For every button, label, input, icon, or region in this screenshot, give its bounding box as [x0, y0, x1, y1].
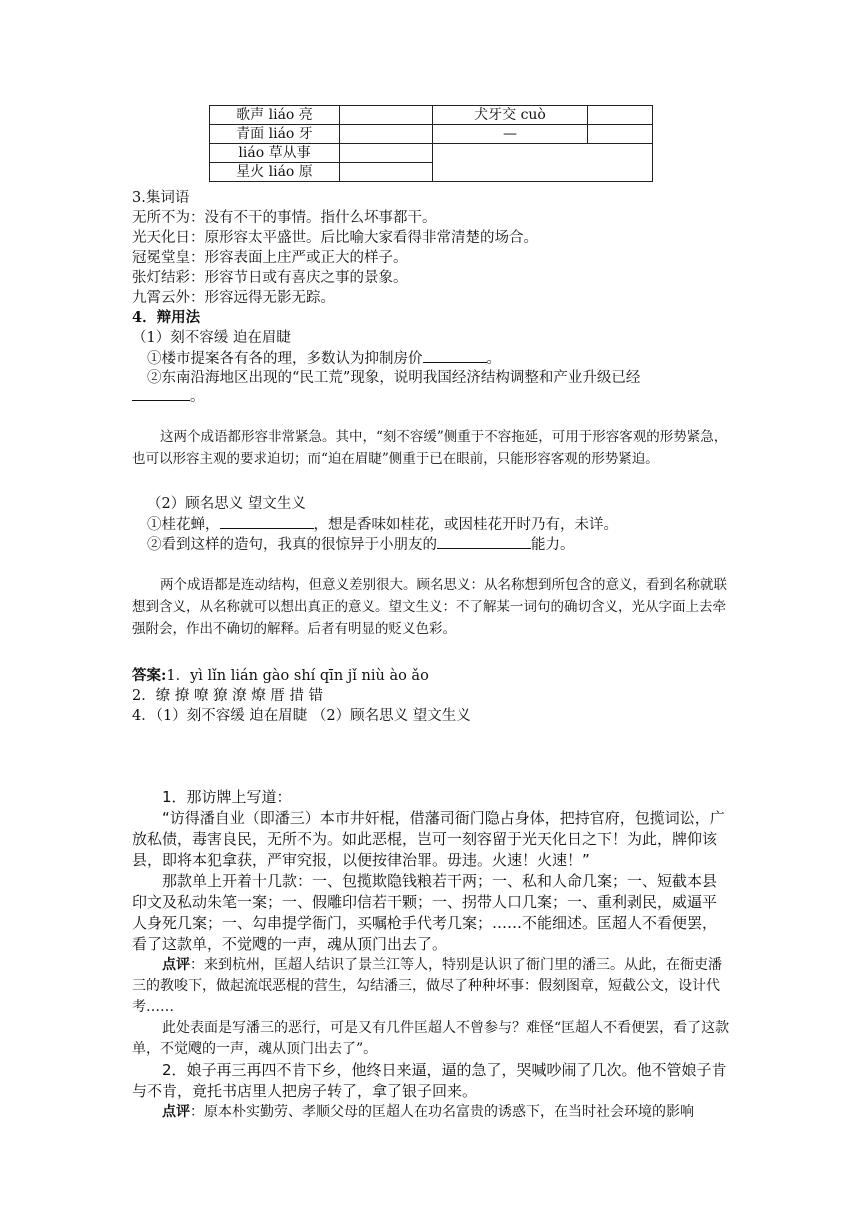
comment-label: 点评: [162, 1104, 190, 1120]
answer-blank: [437, 534, 531, 549]
table-cell-blank: [340, 106, 433, 125]
answer-line-2: 2．缭 撩 嘹 獠 潦 燎 厝 措 错: [132, 688, 324, 704]
question-text: 。: [190, 389, 205, 405]
passage-2-text: 2．娘子再三再四不肯下乡，他终日来逼，逼的急了，哭喊吵闹了几次。他不管娘子肯与不肯，竟托书店里人把房子转了，拿了银子回来。: [132, 1061, 727, 1100]
comment-text: ：原本朴实勤劳、孝顺父母的匡超人在功名富贵的诱惑下，在当时社会环境的影响: [190, 1104, 694, 1120]
table-cell: liáo 草从事: [210, 144, 340, 163]
idiom-item: 无所不为：没有不干的事情。指什么坏事都干。: [132, 210, 437, 226]
question-text: 。: [486, 351, 501, 367]
passage-1-list: 那款单上开着十几款：一、包揽欺隐钱粮若干两；一、私和人命几案；一、短截本县印文及私动朱笔一案；一、假雕印信若干颗；一、拐带人口几案；一、重利剥民，威逼平人身死几案；一、勾串提学衙门，买嘱枪手代考几案；……不能细述。匡超人不看便罢，看了这款单，不觉飕的一声，魂从顶门出去了。: [132, 872, 718, 953]
idiom-item: 冠冕堂皇：形容表面上庄严或正大的样子。: [132, 250, 408, 266]
question-text: 能力。: [531, 537, 575, 553]
answer-blank: [132, 386, 190, 401]
table-cell-merged: [433, 144, 653, 182]
group-2-explanation: 两个成语都是连动结构，但意义差别很大。顾名思义：从名称想到所包含的意义，看到名称就联想到含义，从名称就可以想出真正的意义。望文生义：不了解某一词句的确切含义，光从字面上去牵强附会，作出不确切的解释。后者有明显的贬义色彩。: [132, 577, 727, 637]
answer-blank: [423, 348, 487, 363]
group-1-question-1: [147, 348, 501, 369]
table-cell-blank: [588, 125, 653, 144]
table-row: [210, 125, 653, 144]
group-1-explanation: 这两个成语都形容非常紧急。其中，“刻不容缓”侧重于不容拖延，可用于形容客观的形势紧急，也可以形容主观的要求迫切；而“迫在眉睫”侧重于已在眼前，只能形容客观的形势紧迫。: [132, 429, 728, 467]
group-1-question-2: ②东南沿海地区出现的“民工荒”现象，说明我国经济结构调整和产业升级已经: [147, 370, 641, 386]
question-text: ②看到这样的造句，我真的很惊异于小朋友的: [147, 537, 437, 553]
table-cell: 歌声 liáo 亮: [210, 106, 340, 125]
table-cell-blank: [340, 125, 433, 144]
table-cell: 犬牙交 cuò: [433, 106, 588, 125]
passage-1-comment: [132, 955, 730, 1018]
question-text: ，想是香味如桂花，或因桂花开时乃有，未详。: [313, 517, 618, 533]
answer-text: 1．yì lǐn lián gào shí qīn jǐ niù ào ǎo: [166, 668, 429, 684]
idiom-item: 张灯结彩：形容节日或有喜庆之事的景象。: [132, 270, 408, 286]
comment-text: ：来到杭州，匡超人结识了景兰江等人，特别是认识了衙门里的潘三。从此，在衙吏潘三的教唆下，做起流氓恶棍的营生，勾结潘三，做尽了种种坏事：假刻图章，短截公文，设计代考……: [132, 957, 722, 1015]
group-2-question-1: [147, 514, 618, 535]
group-1-question-2-tail: [132, 386, 205, 407]
answer-label: 答案:: [132, 667, 167, 684]
table-cell: 青面 liáo 牙: [210, 125, 340, 144]
group-2-label: （2）顾名思义 望文生义: [147, 496, 306, 512]
table-cell: —: [433, 125, 588, 144]
analysis-section: [132, 787, 730, 1123]
section-3-heading: 3.集词语: [132, 190, 190, 206]
answer-line-3: 4．（1）刻不容缓 迫在眉睫 （2）顾名思义 望文生义: [132, 708, 471, 724]
passage-2-comment: [132, 1102, 730, 1123]
group-2-question-2: [147, 534, 575, 555]
passage-1-comment-2: 此处表面是写潘三的恶行，可是又有几件匡超人不曾参与？难怪“匡超人不看便罢，看了这款单，不觉飕的一声，魂从顶门出去了”。: [132, 1020, 730, 1057]
table-cell-blank: [340, 163, 433, 182]
group-1-label: （1）刻不容缓 迫在眉睫: [132, 330, 291, 346]
table-cell: 星火 liáo 原: [210, 163, 340, 182]
answer-line-1: [132, 666, 429, 686]
table-cell-blank: [588, 106, 653, 125]
vocabulary-table: [209, 105, 653, 182]
passage-1-heading: 1．那访牌上写道：: [162, 788, 292, 806]
idiom-item: 九霄云外：形容远得无影无踪。: [132, 290, 335, 306]
question-text: ①楼市提案各有各的理，多数认为抑制房价: [147, 351, 423, 367]
table-row: [210, 106, 653, 125]
passage-1-quote: “访得潘自业（即潘三）本市井奸棍，借藩司衙门隐占身体，把持官府，包揽词讼，广放私债，毒害良民，无所不为。如此恶棍，岂可一刻容留于光天化日之下！为此，牌仰该县，即将本犯拿获，严审究报，以便按律治罪。毋违。火速！火速！”: [132, 809, 725, 869]
idiom-item: 光天化日：原形容太平盛世。后比喻大家看得非常清楚的场合。: [132, 230, 538, 246]
question-text: ①桂花蝉，: [147, 517, 220, 533]
comment-label: 点评: [162, 957, 190, 973]
table-cell-blank: [340, 144, 433, 163]
section-4-heading: 4．辩用法: [132, 309, 201, 326]
table-row: [210, 144, 653, 163]
answer-blank: [220, 514, 314, 529]
